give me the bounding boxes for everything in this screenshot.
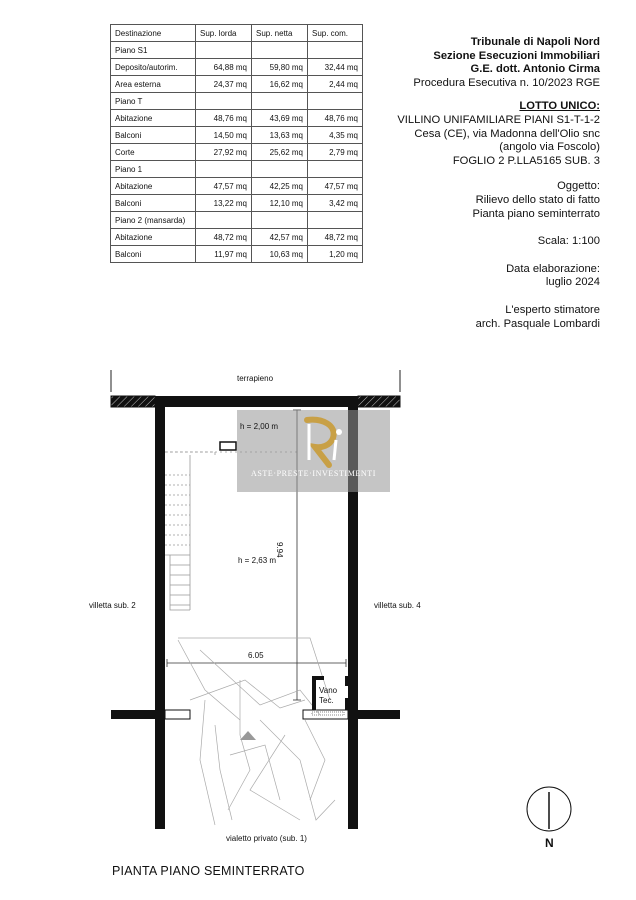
row-sup-com: 32,44 mq — [308, 59, 363, 76]
row-sup-netta: 12,10 mq — [252, 195, 308, 212]
row-sup-lorda: 11,97 mq — [196, 246, 252, 263]
row-destinazione: Piano 2 (mansarda) — [111, 212, 196, 229]
row-sup-netta: 43,69 mq — [252, 110, 308, 127]
label-dim-vertical: 9.94 — [275, 542, 284, 558]
row-sup-com: 4,35 mq — [308, 127, 363, 144]
row-destinazione: Abitazione — [111, 229, 196, 246]
ramp-sketch — [178, 638, 338, 825]
row-sup-netta: 42,57 mq — [252, 229, 308, 246]
court-name: Tribunale di Napoli Nord — [470, 36, 600, 48]
row-destinazione: Piano 1 — [111, 161, 196, 178]
row-destinazione: Piano T — [111, 93, 196, 110]
watermark-emblem-icon — [237, 410, 390, 470]
row-destinazione: Abitazione — [111, 110, 196, 127]
row-sup-com: 2,44 mq — [308, 76, 363, 93]
header-destinazione: Destinazione — [111, 25, 196, 42]
front-walls — [111, 710, 400, 829]
label-tech-room-2: Tec. — [319, 696, 334, 705]
subject-title: Oggetto: — [557, 180, 600, 193]
watermark-text: ASTE·PRESTE·INVESTIMENTI — [250, 469, 377, 478]
row-sup-com: 3,42 mq — [308, 195, 363, 212]
row-destinazione: Piano S1 — [111, 42, 196, 59]
label-villetta-sub-4: villetta sub. 4 — [374, 601, 421, 610]
scale-text: Scala: 1:100 — [537, 235, 600, 248]
row-sup-com: 48,76 mq — [308, 110, 363, 127]
judge-name: G.E. dott. Antonio Cirma — [470, 63, 600, 76]
north-label: N — [545, 836, 554, 850]
header-sup-netta: Sup. netta — [252, 25, 308, 42]
header-sup-lorda: Sup. lorda — [196, 25, 252, 42]
label-vialetto: vialetto privato (sub. 1) — [226, 834, 307, 843]
label-villetta-sub-2: villetta sub. 2 — [89, 601, 136, 610]
row-sup-netta: 13,63 mq — [252, 127, 308, 144]
expert-title: L'esperto stimatore — [505, 303, 600, 316]
row-sup-lorda: 48,76 mq — [196, 110, 252, 127]
subject-line-1: Rilievo dello stato di fatto — [475, 193, 600, 206]
plan-title: PIANTA PIANO SEMINTERRATO — [112, 864, 305, 878]
header-sup-com: Sup. com. — [308, 25, 363, 42]
row-destinazione: Balconi — [111, 195, 196, 212]
label-height-top: h = 2,00 m — [240, 422, 279, 431]
lot-title: LOTTO UNICO: — [519, 100, 600, 113]
lot-description: VILLINO UNIFAMILIARE PIANI S1-T-1-2 — [397, 113, 600, 126]
row-sup-com: 48,72 mq — [308, 229, 363, 246]
row-sup-com: 47,57 mq — [308, 178, 363, 195]
row-sup-netta: 16,62 mq — [252, 76, 308, 93]
row-sup-netta: 10,63 mq — [252, 246, 308, 263]
row-destinazione: Corte — [111, 144, 196, 161]
row-sup-com: 1,20 mq — [308, 246, 363, 263]
row-sup-netta: 42,25 mq — [252, 178, 308, 195]
label-height-main: h = 2,63 m — [238, 556, 277, 565]
row-destinazione: Area esterna — [111, 76, 196, 93]
row-destinazione: Deposito/autorim. — [111, 59, 196, 76]
row-sup-lorda: 24,37 mq — [196, 76, 252, 93]
row-sup-lorda: 47,57 mq — [196, 178, 252, 195]
pillar — [220, 442, 236, 450]
row-sup-com: 2,79 mq — [308, 144, 363, 161]
date-title: Data elaborazione: — [506, 262, 600, 275]
staircase — [165, 455, 190, 610]
row-sup-lorda: 64,88 mq — [196, 59, 252, 76]
row-destinazione: Balconi — [111, 127, 196, 144]
row-destinazione: Balconi — [111, 246, 196, 263]
address-line-2: (angolo via Foscolo) — [499, 141, 600, 154]
label-terrapieno: terrapieno — [237, 374, 274, 383]
procedure-text: Procedura Esecutiva n. 10/2023 RGE — [413, 76, 600, 89]
row-sup-lorda: 14,50 mq — [196, 127, 252, 144]
label-tech-room-1: Vano — [319, 686, 338, 695]
direction-arrow — [240, 731, 256, 740]
address-line-1: Cesa (CE), via Madonna dell'Olio snc — [414, 127, 600, 140]
row-destinazione: Abitazione — [111, 178, 196, 195]
row-sup-netta: 59,80 mq — [252, 59, 308, 76]
left-wall — [111, 396, 165, 712]
row-sup-lorda: 27,92 mq — [196, 144, 252, 161]
date-value: luglio 2024 — [545, 276, 600, 289]
label-dim-horizontal: 6.05 — [248, 651, 264, 660]
expert-name: arch. Pasquale Lombardi — [475, 317, 600, 330]
subject-line-2: Pianta piano seminterrato — [472, 207, 600, 220]
north-arrow — [527, 787, 571, 831]
cadastral-ref: FOGLIO 2 P.LLA5165 SUB. 3 — [452, 154, 600, 167]
court-section: Sezione Esecuzioni Immobiliari — [433, 49, 600, 62]
row-sup-netta: 25,62 mq — [252, 144, 308, 161]
row-sup-lorda: 48,72 mq — [196, 229, 252, 246]
row-sup-lorda: 13,22 mq — [196, 195, 252, 212]
